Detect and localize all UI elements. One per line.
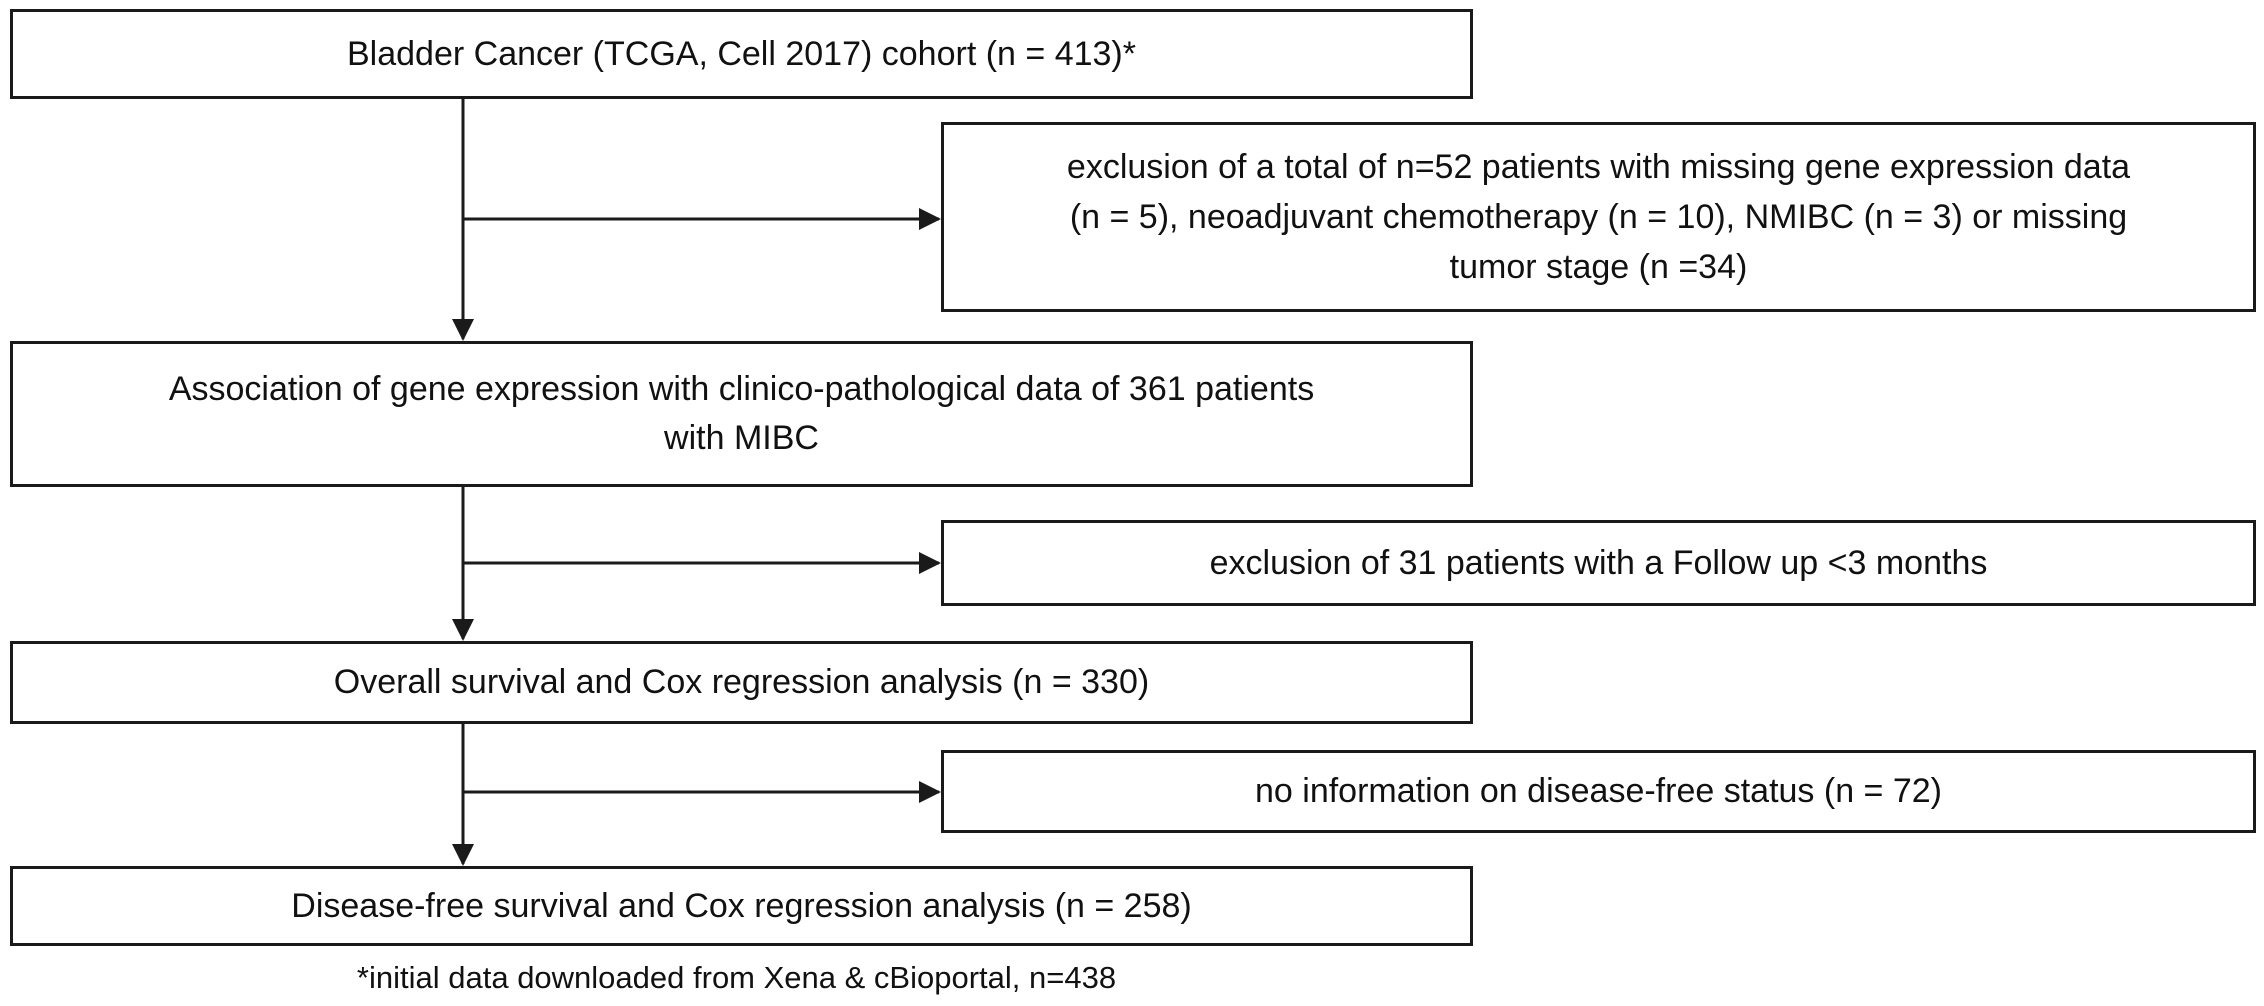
exclusion-1-line-3: tumor stage (n =34) xyxy=(1449,248,1748,286)
cohort-text: Bladder Cancer (TCGA, Cell 2017) cohort (n = 413)* xyxy=(347,34,1136,73)
overall-survival-box xyxy=(10,641,1473,724)
association-line-2: with MIBC xyxy=(664,419,819,457)
association-line-1: Association of gene expression with clinico-pathological data of 361 patients xyxy=(168,370,1315,408)
association-box xyxy=(10,341,1473,487)
exclusion-box-3 xyxy=(941,750,2256,833)
exclusion-box-1 xyxy=(941,122,2256,312)
exclusion-2-text: exclusion of 31 patients with a Follow up <3 months xyxy=(1209,543,1988,582)
cohort-box xyxy=(10,9,1473,99)
overall-survival-text: Overall survival and Cox regression analysis (n = 330) xyxy=(333,663,1150,701)
exclusion-1-line-1: exclusion of a total of n=52 patients with missing gene expression data xyxy=(1066,148,2131,186)
exclusion-box-2 xyxy=(941,520,2256,606)
disease-free-survival-text: Disease-free survival and Cox regression analysis (n = 258) xyxy=(291,886,1192,925)
disease-free-survival-box xyxy=(10,866,1473,946)
footnote: *initial data downloaded from Xena & cBioportal, n=438 xyxy=(356,960,1117,995)
exclusion-3-text: no information on disease-free status (n = 72) xyxy=(1255,772,1942,810)
association-text xyxy=(169,365,1314,463)
exclusion-1-line-2: (n = 5), neoadjuvant chemotherapy (n = 10), NMIBC (n = 3) or missing xyxy=(1069,198,2128,236)
exclusion-1-text xyxy=(1067,142,2130,292)
